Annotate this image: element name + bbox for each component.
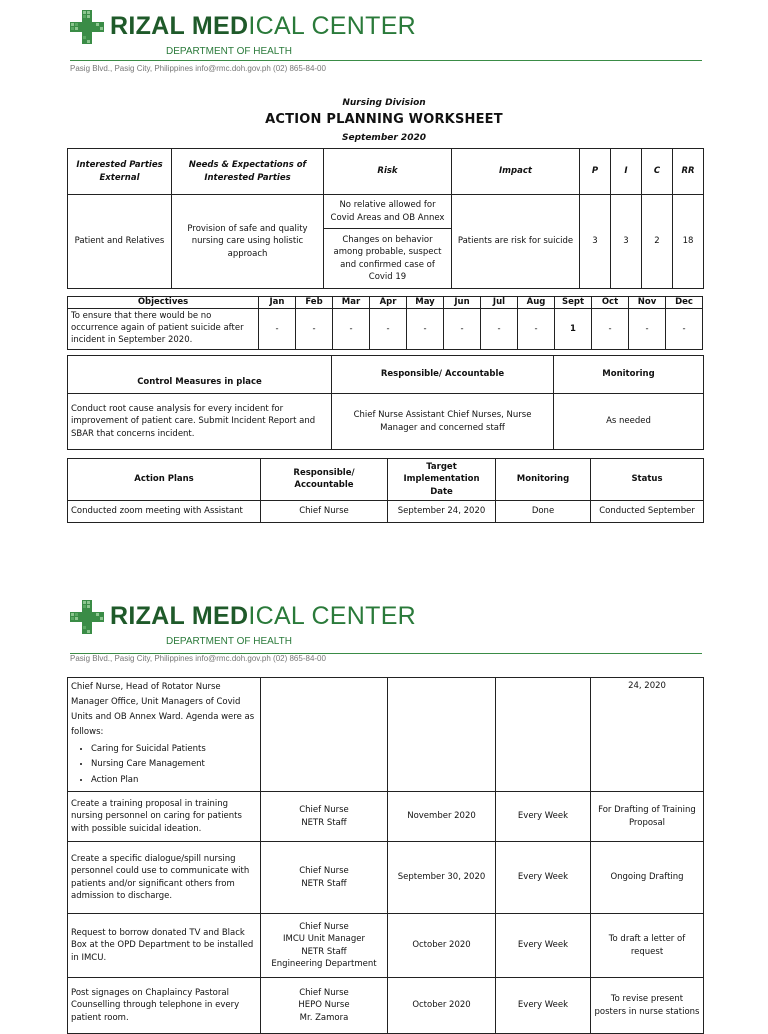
month-value-jun: -: [444, 309, 481, 350]
i-value: 3: [611, 195, 642, 289]
action-row-5-monitoring: Every Week: [496, 978, 591, 1034]
header-i: I: [611, 149, 642, 195]
p-value: 3: [580, 195, 611, 289]
needs-cell: Provision of safe and quality nursing care using holistic approach: [172, 195, 324, 289]
action-row-5-date: October 2020: [388, 978, 496, 1034]
header-rr: RR: [673, 149, 704, 195]
month-value-may: -: [407, 309, 444, 350]
action-plans-table: [67, 458, 704, 523]
c-value: 2: [642, 195, 673, 289]
header-target-date: Target Implementation Date: [388, 459, 496, 501]
risk-cell-1: No relative allowed for Covid Areas and OB Annex: [324, 195, 452, 229]
header-risk: Risk: [324, 149, 452, 195]
party-cell: Patient and Relatives: [68, 195, 172, 289]
header-jan: Jan: [259, 297, 296, 309]
action-row-5-responsible: Chief Nurse HEPO Nurse Mr. Zamora: [261, 978, 388, 1034]
action-status: Conducted September: [591, 500, 704, 522]
risk-table: [67, 148, 704, 289]
hospital-name: RIZAL MEDICAL CENTER: [110, 12, 417, 40]
header-dec: Dec: [666, 297, 703, 309]
action-row-4-monitoring: Every Week: [496, 914, 591, 978]
action-row-3-plan: Create a specific dialogue/spill nursing personnel could use to communicate with patients and/or significant others from admission to discharge.: [68, 842, 261, 914]
page-2: [0, 590, 768, 1024]
action-row-1-date: [388, 678, 496, 792]
green-cross-logo-icon: [70, 10, 104, 44]
impact-cell: Patients are risk for suicide: [452, 195, 580, 289]
action-plan-text: Conducted zoom meeting with Assistant: [68, 500, 261, 522]
header-oct: Oct: [592, 297, 629, 309]
action-row-4-responsible: Chief Nurse IMCU Unit Manager NETR Staff Engineering Department: [261, 914, 388, 978]
letterhead: [70, 598, 710, 668]
control-measures-table: [67, 355, 704, 450]
header-responsible: Responsible/ Accountable: [332, 356, 554, 394]
month-value-jan: -: [259, 309, 296, 350]
month-value-mar: -: [333, 309, 370, 350]
letterhead: [70, 8, 710, 78]
objectives-table: [67, 296, 703, 350]
action-row-5-plan: Post signages on Chaplaincy Pastoral Counselling through telephone in every patient room.: [68, 978, 261, 1034]
action-monitoring: Done: [496, 500, 591, 522]
month-value-oct: -: [592, 309, 629, 350]
action-row-2-monitoring: Every Week: [496, 792, 591, 842]
month-value-sept: 1: [555, 309, 592, 350]
action-row-3-monitoring: Every Week: [496, 842, 591, 914]
header-mar: Mar: [333, 297, 370, 309]
control-responsible: Chief Nurse Assistant Chief Nurses, Nurse Manager and concerned staff: [332, 394, 554, 450]
green-cross-logo-icon: [70, 600, 104, 634]
header-c: C: [642, 149, 673, 195]
department-name: DEPARTMENT OF HEALTH: [166, 46, 292, 57]
department-name: DEPARTMENT OF HEALTH: [166, 636, 292, 647]
header-interested-parties: Interested Parties External: [68, 149, 172, 195]
action-plans-continued-table: [67, 677, 704, 1034]
document-month: September 2020: [342, 133, 426, 143]
address-line: Pasig Blvd., Pasig City, Philippines info@rmc.doh.gov.ph (02) 865-84-00: [70, 654, 326, 663]
control-measure-text: Conduct root cause analysis for every incident for improvement of patient care. Submit Incident Report and SBAR that concerns incident.: [68, 394, 332, 450]
division-label: Nursing Division: [342, 98, 426, 108]
objective-text: To ensure that there would be no occurrence again of patient suicide after incident in September 2020.: [68, 309, 259, 350]
action-row-4-date: October 2020: [388, 914, 496, 978]
action-row-1-plan: Chief Nurse, Head of Rotator Nurse Manager Office, Unit Managers of Covid Units and OB Annex Ward. Agenda were as follows: • Caring for Suicidal Patients • Nursing Care Management • Action Plan: [68, 678, 261, 792]
month-value-dec: -: [666, 309, 703, 350]
header-monitoring: Monitoring: [554, 356, 704, 394]
header-action-responsible: Responsible/ Accountable: [261, 459, 388, 501]
agenda-item: • Caring for Suicidal Patients: [91, 742, 257, 757]
header-aug: Aug: [518, 297, 555, 309]
hospital-name: RIZAL MEDICAL CENTER: [110, 602, 417, 630]
month-value-apr: -: [370, 309, 407, 350]
action-row-5-status: To revise present posters in nurse stations: [591, 978, 704, 1034]
header-status: Status: [591, 459, 704, 501]
header-action-plans: Action Plans: [68, 459, 261, 501]
agenda-list: [71, 742, 257, 789]
action-responsible: Chief Nurse: [261, 500, 388, 522]
action-row-3-date: September 30, 2020: [388, 842, 496, 914]
header-sept: Sept: [555, 297, 592, 309]
agenda-item: • Nursing Care Management: [91, 757, 257, 772]
month-value-aug: -: [518, 309, 555, 350]
header-divider: [70, 60, 702, 61]
action-row-2-date: November 2020: [388, 792, 496, 842]
document-title: ACTION PLANNING WORKSHEET: [265, 112, 503, 127]
action-row-1-responsible: [261, 678, 388, 792]
header-needs: Needs & Expectations of Interested Parties: [172, 149, 324, 195]
header-divider: [70, 653, 702, 654]
action-row-4-plan: Request to borrow donated TV and Black Box at the OPD Department to be installed in IMCU.: [68, 914, 261, 978]
header-action-monitoring: Monitoring: [496, 459, 591, 501]
rr-value: 18: [673, 195, 704, 289]
action-row-2-responsible: Chief Nurse NETR Staff: [261, 792, 388, 842]
header-jun: Jun: [444, 297, 481, 309]
action-row-3-status: Ongoing Drafting: [591, 842, 704, 914]
risk-cell-2: Changes on behavior among probable, suspect and confirmed case of Covid 19: [324, 229, 452, 289]
header-objectives: Objectives: [68, 297, 259, 309]
header-p: P: [580, 149, 611, 195]
action-row-1-status: 24, 2020: [591, 678, 704, 792]
action-row-1-monitoring: [496, 678, 591, 792]
header-impact: Impact: [452, 149, 580, 195]
header-nov: Nov: [629, 297, 666, 309]
agenda-item: • Action Plan: [91, 773, 257, 788]
action-date: September 24, 2020: [388, 500, 496, 522]
month-value-nov: -: [629, 309, 666, 350]
header-apr: Apr: [370, 297, 407, 309]
header-feb: Feb: [296, 297, 333, 309]
month-value-jul: -: [481, 309, 518, 350]
action-row-4-status: To draft a letter of request: [591, 914, 704, 978]
control-monitoring: As needed: [554, 394, 704, 450]
action-row-2-status: For Drafting of Training Proposal: [591, 792, 704, 842]
action-row-3-responsible: Chief Nurse NETR Staff: [261, 842, 388, 914]
header-jul: Jul: [481, 297, 518, 309]
header-may: May: [407, 297, 444, 309]
action-row-2-plan: Create a training proposal in training nursing personnel on caring for patients with possible suicidal ideation.: [68, 792, 261, 842]
header-control-measures: Control Measures in place: [68, 356, 332, 394]
address-line: Pasig Blvd., Pasig City, Philippines info@rmc.doh.gov.ph (02) 865-84-00: [70, 64, 326, 73]
month-value-feb: -: [296, 309, 333, 350]
